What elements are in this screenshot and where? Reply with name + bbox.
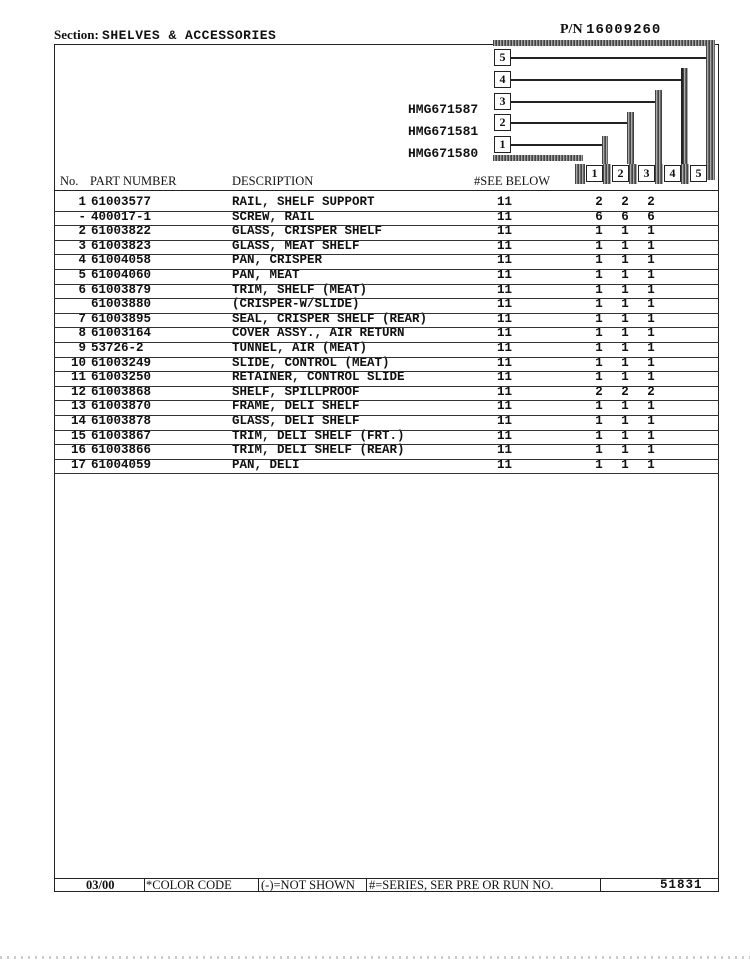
section-value: SHELVES & ACCESSORIES — [102, 28, 277, 43]
qty-model-3: 1 — [647, 414, 655, 428]
item-number: 5 — [78, 268, 86, 282]
qty-col-2: 2 — [612, 165, 629, 182]
col-header-series: #SEE BELOW — [474, 174, 551, 188]
table-row — [0, 458, 750, 473]
series-code: 11 — [497, 443, 513, 458]
part-number: 61003895 — [91, 311, 152, 326]
table-row — [0, 326, 750, 341]
table-row — [0, 239, 750, 254]
footer-divider-4 — [600, 878, 601, 892]
part-number: 61003880 — [91, 297, 152, 312]
qty-model-3: 1 — [647, 399, 655, 414]
series-code: 11 — [497, 253, 513, 268]
row-rule — [54, 284, 719, 285]
qty-model-3: 1 — [647, 238, 655, 253]
item-number: 6 — [78, 282, 86, 297]
part-description: SHELF, SPILLPROOF — [232, 384, 360, 399]
qty-model-2: 1 — [621, 443, 629, 458]
qty-model-1: 1 — [595, 414, 603, 428]
row-rule — [54, 386, 719, 387]
footer-divider-2 — [258, 878, 259, 892]
part-description: TRIM, SHELF (MEAT) — [232, 282, 368, 297]
qty-model-2: 1 — [621, 282, 629, 297]
part-number: 61003870 — [91, 399, 152, 414]
model-name-2: HMG671581 — [408, 124, 479, 139]
table-row — [0, 399, 750, 414]
part-description: SCREW, RAIL — [232, 209, 315, 224]
pn-label: P/N — [560, 22, 583, 37]
model-box-1: 1 — [494, 136, 511, 153]
item-number: 9 — [78, 341, 86, 355]
qty-model-2: 1 — [621, 355, 629, 370]
part-description: COVER ASSY., AIR RETURN — [232, 326, 405, 341]
series-code: 11 — [497, 282, 513, 297]
item-number: 10 — [70, 355, 86, 370]
series-code: 11 — [497, 370, 513, 385]
series-code: 11 — [497, 414, 513, 428]
row-rule — [54, 357, 719, 358]
qty-model-1: 1 — [595, 282, 603, 297]
footer-divider-1 — [144, 878, 145, 892]
qty-model-2: 1 — [621, 268, 629, 282]
part-number: 61003823 — [91, 238, 152, 253]
qty-model-2: 1 — [621, 311, 629, 326]
item-number: 7 — [78, 311, 86, 326]
series-code: 11 — [497, 297, 513, 312]
qty-model-1: 1 — [595, 341, 603, 355]
qty-model-3: 1 — [647, 311, 655, 326]
row-rule — [54, 342, 719, 343]
part-number: 400017-1 — [91, 209, 152, 224]
model-box-3: 3 — [494, 93, 511, 110]
part-number: 61004060 — [91, 268, 152, 282]
series-code: 11 — [497, 224, 513, 239]
series-code: 11 — [497, 238, 513, 253]
col-header-no: No. — [60, 174, 79, 188]
series-code: 11 — [497, 341, 513, 355]
part-description: FRAME, DELI SHELF — [232, 399, 360, 414]
qty-model-3: 1 — [647, 428, 655, 443]
part-number: 61003249 — [91, 355, 152, 370]
table-row — [0, 356, 750, 371]
model-box-5: 5 — [494, 49, 511, 66]
part-number: 61003164 — [91, 326, 152, 341]
series-code: 11 — [497, 428, 513, 443]
qty-model-2: 1 — [621, 370, 629, 385]
table-row — [0, 443, 750, 458]
qty-model-3: 1 — [647, 297, 655, 312]
part-description: (CRISPER-W/SLIDE) — [232, 297, 360, 312]
qty-model-2: 2 — [621, 195, 629, 209]
series-code: 11 — [497, 326, 513, 341]
series-code: 11 — [497, 195, 513, 209]
qty-model-3: 1 — [647, 224, 655, 239]
col-header-part-number: PART NUMBER — [90, 174, 177, 188]
item-number: 13 — [70, 399, 86, 414]
col-header-description: DESCRIPTION — [232, 174, 314, 188]
part-number: 61003867 — [91, 428, 152, 443]
row-rule — [54, 444, 719, 445]
row-rule — [54, 371, 719, 372]
row-rule — [54, 430, 719, 431]
qty-model-1: 1 — [595, 370, 603, 385]
part-description: TUNNEL, AIR (MEAT) — [232, 341, 368, 355]
qty-model-1: 1 — [595, 224, 603, 239]
item-number: 3 — [78, 238, 86, 253]
qty-model-3: 1 — [647, 370, 655, 385]
qty-model-2: 1 — [621, 224, 629, 239]
part-description: GLASS, MEAT SHELF — [232, 238, 360, 253]
item-number: 4 — [78, 253, 86, 268]
qty-model-1: 1 — [595, 457, 603, 472]
part-description: TRIM, DELI SHELF (FRT.) — [232, 428, 405, 443]
part-description: RAIL, SHELF SUPPORT — [232, 195, 375, 209]
qty-model-2: 1 — [621, 326, 629, 341]
item-number: 17 — [70, 457, 86, 472]
series-code: 11 — [497, 384, 513, 399]
part-number: 61004059 — [91, 457, 152, 472]
qty-model-1: 1 — [595, 268, 603, 282]
qty-model-1: 1 — [595, 428, 603, 443]
qty-model-2: 1 — [621, 457, 629, 472]
row-rule — [54, 225, 719, 226]
qty-model-2: 2 — [621, 384, 629, 399]
qty-model-3: 1 — [647, 282, 655, 297]
part-description: PAN, CRISPER — [232, 253, 323, 268]
row-rule — [54, 240, 719, 241]
table-row — [0, 414, 750, 429]
table-row — [0, 195, 750, 210]
row-rule — [54, 269, 719, 270]
model-name-3: HMG671587 — [408, 102, 479, 117]
table-row — [0, 370, 750, 385]
qty-model-1: 2 — [595, 384, 603, 399]
part-number: 61003577 — [91, 195, 152, 209]
table-row — [0, 429, 750, 444]
part-description: GLASS, DELI SHELF — [232, 414, 360, 428]
part-description: SEAL, CRISPER SHELF (REAR) — [232, 311, 428, 326]
pn-value: 16009260 — [586, 22, 662, 38]
item-number: 14 — [70, 414, 86, 428]
series-code: 11 — [497, 399, 513, 414]
model-box-2: 2 — [494, 114, 511, 131]
table-row — [0, 312, 750, 327]
part-description: GLASS, CRISPER SHELF — [232, 224, 383, 239]
qty-model-1: 1 — [595, 355, 603, 370]
qty-model-3: 2 — [647, 195, 655, 209]
section-label: Section: — [54, 27, 99, 42]
qty-model-3: 1 — [647, 253, 655, 268]
table-row — [0, 283, 750, 298]
footer-color-code: *COLOR CODE — [146, 878, 232, 892]
row-rule — [54, 459, 719, 460]
qty-model-2: 1 — [621, 428, 629, 443]
series-code: 11 — [497, 268, 513, 282]
qty-model-1: 1 — [595, 443, 603, 458]
qty-model-1: 1 — [595, 253, 603, 268]
table-row — [0, 268, 750, 283]
item-number: 15 — [70, 428, 86, 443]
qty-col-1: 1 — [586, 165, 603, 182]
table-row — [0, 210, 750, 225]
part-description: SLIDE, CONTROL (MEAT) — [232, 355, 390, 370]
item-number: 8 — [78, 326, 86, 341]
qty-col-4: 4 — [664, 165, 681, 182]
footer-date: 03/00 — [86, 878, 115, 892]
part-description: TRIM, DELI SHELF (REAR) — [232, 443, 405, 458]
qty-model-3: 6 — [647, 209, 655, 224]
part-description: PAN, DELI — [232, 457, 300, 472]
qty-model-1: 1 — [595, 311, 603, 326]
item-number: 1 — [78, 195, 86, 209]
qty-model-2: 1 — [621, 414, 629, 428]
row-rule — [54, 298, 719, 299]
part-number: 61003822 — [91, 224, 152, 239]
qty-col-5: 5 — [690, 165, 707, 182]
row-rule — [54, 211, 719, 212]
row-rule — [54, 473, 719, 474]
part-number: 61003250 — [91, 370, 152, 385]
qty-model-2: 1 — [621, 253, 629, 268]
qty-model-1: 1 — [595, 326, 603, 341]
table-row — [0, 224, 750, 239]
qty-model-3: 1 — [647, 355, 655, 370]
series-code: 11 — [497, 311, 513, 326]
qty-model-1: 1 — [595, 238, 603, 253]
qty-model-1: 6 — [595, 209, 603, 224]
table-row — [0, 253, 750, 268]
footer-not-shown: (-)=NOT SHOWN — [261, 878, 355, 892]
part-number: 53726-2 — [91, 341, 144, 355]
series-code: 11 — [497, 209, 513, 224]
part-number: 61004058 — [91, 253, 152, 268]
series-code: 11 — [497, 355, 513, 370]
qty-model-2: 1 — [621, 238, 629, 253]
item-number: 2 — [78, 224, 86, 239]
table-row — [0, 297, 750, 312]
part-number: 61003879 — [91, 282, 152, 297]
qty-model-3: 1 — [647, 341, 655, 355]
row-rule — [54, 327, 719, 328]
row-rule — [54, 313, 719, 314]
qty-model-3: 1 — [647, 457, 655, 472]
table-row — [0, 385, 750, 400]
qty-model-3: 1 — [647, 443, 655, 458]
qty-model-2: 1 — [621, 341, 629, 355]
row-rule — [54, 254, 719, 255]
series-code: 11 — [497, 457, 513, 472]
qty-model-1: 1 — [595, 399, 603, 414]
qty-model-2: 1 — [621, 297, 629, 312]
qty-model-3: 2 — [647, 384, 655, 399]
part-number: 61003868 — [91, 384, 152, 399]
part-description: PAN, MEAT — [232, 268, 300, 282]
model-name-1: HMG671580 — [408, 146, 479, 161]
qty-col-3: 3 — [638, 165, 655, 182]
qty-model-3: 1 — [647, 268, 655, 282]
part-description: RETAINER, CONTROL SLIDE — [232, 370, 405, 385]
part-number: 61003878 — [91, 414, 152, 428]
qty-model-3: 1 — [647, 326, 655, 341]
model-box-4: 4 — [494, 71, 511, 88]
item-number: - — [78, 209, 86, 224]
qty-model-1: 2 — [595, 195, 603, 209]
qty-model-1: 1 — [595, 297, 603, 312]
row-rule — [54, 415, 719, 416]
scan-edge-marks — [0, 956, 750, 959]
qty-model-2: 1 — [621, 399, 629, 414]
item-number: 11 — [70, 370, 86, 385]
table-row — [0, 341, 750, 356]
footer-series-note: #=SERIES, SER PRE OR RUN NO. — [369, 878, 554, 892]
part-number: 61003866 — [91, 443, 152, 458]
row-rule — [54, 400, 719, 401]
item-number: 12 — [70, 384, 86, 399]
qty-model-2: 6 — [621, 209, 629, 224]
footer-divider-3 — [366, 878, 367, 892]
item-number: 16 — [70, 443, 86, 458]
footer-page-number: 51831 — [660, 878, 703, 892]
